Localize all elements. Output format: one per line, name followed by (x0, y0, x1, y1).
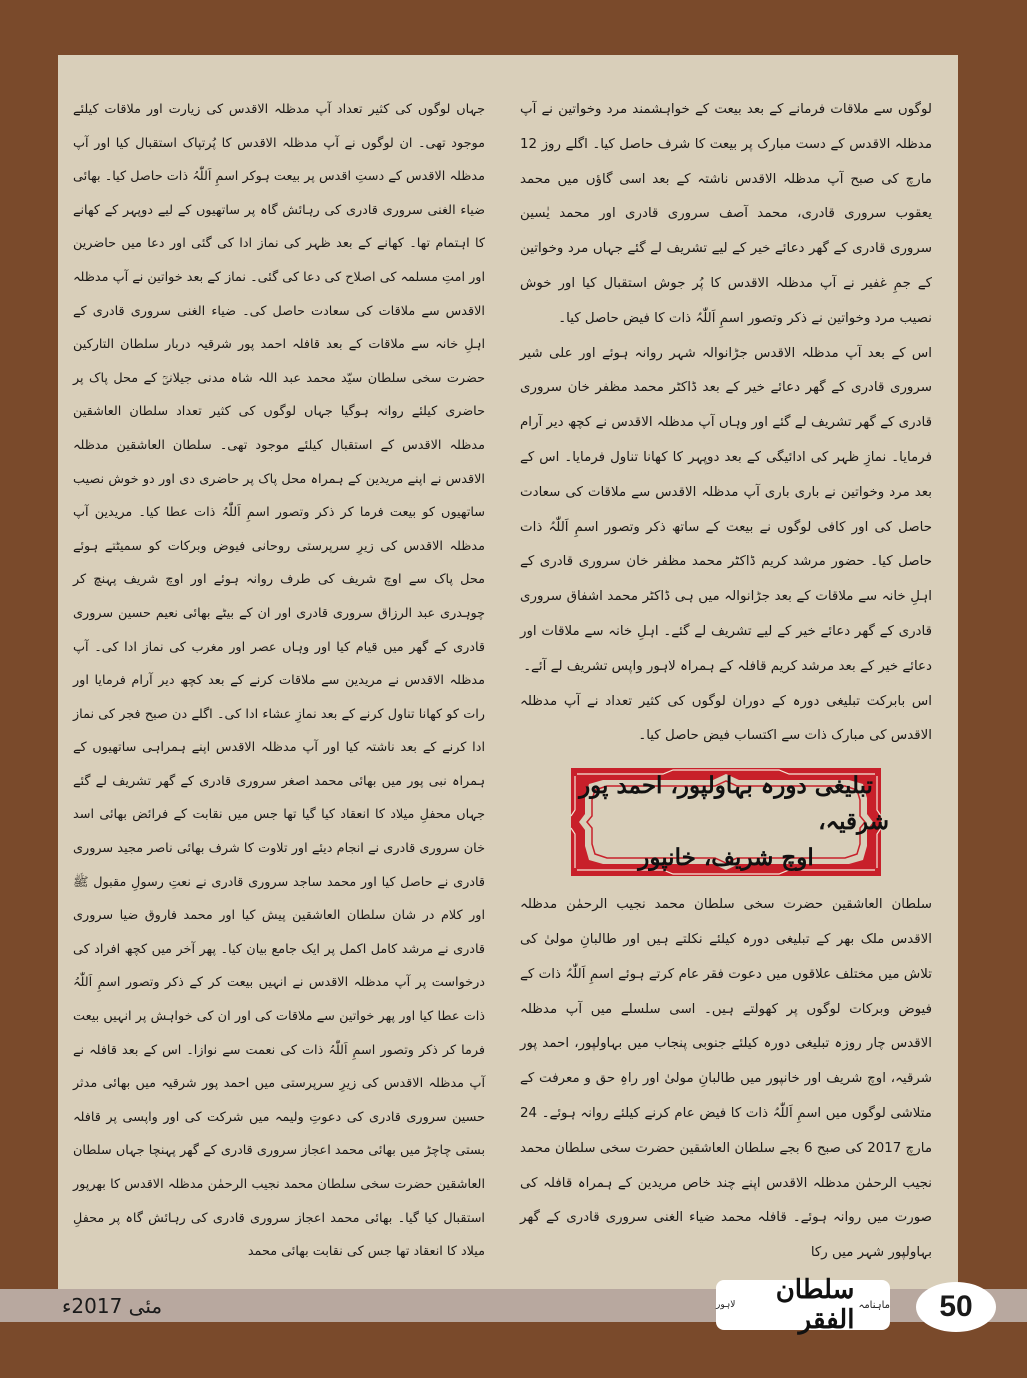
logo-name: سلطان الفقر (775, 1275, 855, 1335)
logo-city: لاہور (716, 1300, 736, 1310)
paragraph: اس بابرکت تبلیغی دورہ کے دوران لوگوں کی کثیر تعداد نے آپ مدظلہ الاقدس کی مبارک ذات سے اکتساب فیض حاصل کیا۔ (520, 693, 932, 744)
paragraph: اس کے بعد آپ مدظلہ الاقدس جڑانوالہ شہر روانہ ہوئے اور علی شیر سروری قادری کے گھر دعائے خیر کے بعد ڈاکٹر محمد مظفر خان سروری قادری کے گھر تشریف لے گئے اور وہاں آپ مدظلہ الاقدس نے کچھ دیر آرام فرمایا۔ نمازِ ظہر کی ادائیگی کے بعد دوپہر کا کھانا تناول فرمایا۔ اس کے بعد مرد وخواتین نے باری باری آپ مدظلہ الاقدس سے ملاقات کی سعادت حاصل کی اور کافی لوگوں نے بیعت کے ساتھ ذکر وتصور اسمِ اَللّٰہُ ذات حاصل کیا۔ حضور مرشد کریم ڈاکٹر محمد مظفر خان سروری قادری کے اہلِ خانہ سے ملاقات کے بعد جڑانوالہ میں ہی ڈاکٹر محمد اشفاق سروری قادری کے گھر دعائے خیر کے لیے تشریف لے گئے۔ اہلِ خانہ سے ملاقات اور دعائے خیر کے بعد مرشد کریم قافلہ کے ہمراہ لاہور واپس تشریف لے آئے۔ (520, 345, 932, 674)
section-heading (563, 764, 889, 880)
section-heading-line-2: اوچ شریف، خانپور (638, 844, 814, 872)
magazine-logo (716, 1275, 890, 1335)
issue-date: مئی 2017ء (62, 1294, 163, 1318)
paragraph: جہاں لوگوں کی کثیر تعداد آپ مدظلہ الاقدس کی زیارت اور ملاقات کیلئے موجود تھی۔ ان لوگوں نے آپ مدظلہ الاقدس کا پُرتپاک استقبال کیا اور آپ مدظلہ الاقدس کے دستِ اقدس پر بیعت ہوکر اسمِ اَللّٰہُ ذات حاصل کیا۔ بھائی ضیاء الغنی سروری قادری کی رہائش گاہ پر ساتھیوں کے لیے دوپہر کے کھانے کا اہتمام تھا۔ کھانے کے بعد ظہر کی نماز ادا کی گئی اور دعا میں حاضرین اور امتِ مسلمہ کی اصلاح کی دعا کی گئی۔ نماز کے بعد خواتین نے آپ مدظلہ الاقدس سے ملاقات کی سعادت حاصل کی۔ ضیاء الغنی سروری قادری کے اہلِ خانہ سے ملاقات کے بعد قافلہ احمد پور شرقیہ دربار سلطان التارکین حضرت سخی سلطان سیّد محمد عبد اللہ شاہ مدنی جیلانیؒ کے محل پاک پر حاضری کیلئے روانہ ہوگیا جہاں لوگوں کی کثیر تعداد سلطان العاشقین مدظلہ الاقدس کے استقبال کیلئے موجود تھی۔ سلطان العاشقین مدظلہ الاقدس نے اپنے مریدین کے ہمراہ محل پاک پر حاضری دی اور دو خوش نصیب ساتھیوں کو بیعت فرما کر ذکر وتصور اسمِ اَللّٰہُ ذات عطا کیا۔ مریدین آپ مدظلہ الاقدس کی زیرِ سرپرستی روحانی فیوض وبرکات کو سمیٹتے ہوئے محل پاک سے اوچ شریف کی طرف روانہ ہوئے اور اوچ شریف پہنچ کر چوہدری عبد الرزاق سروری قادری اور ان کے بیٹے بھائی نعیم حسین سروری قادری کے گھر میں قیام کیا اور وہاں عصر اور مغرب کی نماز ادا کی۔ آپ مدظلہ الاقدس نے مریدین سے ملاقات کرنے کے بعد کچھ دیر آرام فرمایا اور رات کو کھانا تناول کرنے کے بعد نمازِ عشاء ادا کی۔ اگلے دن صبح فجر کی نماز ادا کرنے کے بعد ناشتہ کیا اور آپ مدظلہ الاقدس اپنے ہمراہی ساتھیوں کے ہمراہ نبی پور میں بھائی محمد اصغر سروری قادری کے گھر تشریف لے گئے جہاں محفلِ میلاد کا انعقاد کیا گیا تھا جس میں نقابت کے فرائض بھائی اسد خان سروری قادری نے انجام دیئے اور تلاوت کا شرف بھائی ناصر مجید سروری قادری نے حاصل کیا اور محمد ساجد سروری قادری نے نعتِ رسولِ مقبول ﷺ اور کلام در شان سلطان العاشقین پیش کیا اور محمد فاروق ضیا سروری قادری نے مرشد کامل اکمل پر ایک جامع بیان کیا۔ پھر آخر میں کچھ افراد کی درخواست پر آپ مدظلہ الاقدس نے انہیں بیعت کر کے ذکر وتصور اسمِ اَللّٰہُ ذات عطا کیا اور پھر خواتین سے ملاقات کی اور ان کی خواہش پر انہیں بیعت فرما کر ذکر وتصور اسمِ اَللّٰہُ ذات کی نعمت سے نوازا۔ اس کے بعد قافلہ نے آپ مدظلہ الاقدس کی زیرِ سرپرستی میں احمد پور شرقیہ میں بھائی مدثر حسین سروری قادری کی دعوتِ ولیمہ میں شرکت کی اور واپسی پر قافلہ بستی چاچڑ میں بھائی محمد اعجاز سروری قادری کے گھر پہنچا جہاں سلطان العاشقین حضرت سخی سلطان محمد نجیب الرحمٰن مدظلہ الاقدس کا بھرپور استقبال کیا گیا۔ بھائی محمد اعجاز سروری قادری کی رہائش گاہ پر محفلِ میلاد کا انعقاد تھا جس کی نقابت بھائی محمد (73, 102, 485, 1260)
page-number: 50 (916, 1282, 996, 1332)
paragraph: سلطان العاشقین حضرت سخی سلطان محمد نجیب الرحمٰن مدظلہ الاقدس ملک بھر کے تبلیغی دورہ کیلئے نکلتے ہیں اور طالبانِ مولیٰ کی تلاش میں مختلف علاقوں میں دعوت فقر عام کرتے ہوئے اسمِ اَللّٰہُ ذات کے فیوض وبرکات لوگوں پر کھولتے ہیں۔ اسی سلسلے میں آپ مدظلہ الاقدس چار روزہ تبلیغی دورہ کیلئے جنوبی پنجاب میں بہاولپور، احمد پور شرقیہ، اوچ شریف اور خانپور میں طالبانِ مولیٰ اور راہِ حق و معرفت کے متلاشی لوگوں میں اسمِ اَللّٰہُ ذات کا فیض عام کرنے کیلئے روانہ ہوئے۔ 24 مارچ 2017 کی صبح 6 بجے سلطان العاشقین حضرت سخی سلطان محمد نجیب الرحمٰن مدظلہ الاقدس اپنے چند خاص مریدین کے ہمراہ قافلہ کی صورت میں روانہ ہوئے۔ قافلہ محمد ضیاء الغنی سروری قادری کے گھر بہاولپور شہر میں رکا (520, 897, 932, 1261)
paragraph: لوگوں سے ملاقات فرمانے کے بعد بیعت کے خواہشمند مرد وخواتین نے آپ مدظلہ الاقدس کے دست مبارک پر بیعت کا شرف حاصل کیا۔ اگلے روز 12 مارچ کی صبح آپ مدظلہ الاقدس ناشتہ کے بعد اسی گاؤں میں محمد یعقوب سروری قادری، محمد آصف سروری قادری اور محمد یٰسین سروری قادری کے گھر دعائے خیر کے لیے تشریف لے گئے جہاں مرد وخواتین کے جمِ غفیر نے آپ مدظلہ الاقدس کا پُر جوش استقبال کیا اور خوش نصیب مرد وخواتین نے ذکر وتصور اسمِ اَللّٰہُ ذات کا فیض حاصل کیا۔ (520, 102, 932, 326)
right-text-column (520, 93, 932, 1271)
section-heading-box (563, 764, 889, 880)
magazine-page (58, 55, 958, 1289)
left-text-column (73, 93, 485, 1269)
section-heading-line-1: تبلیغی دورہ بہاولپور، احمد پور شرقیہ، (579, 772, 889, 836)
logo-prefix: ماہنامہ (858, 1299, 890, 1311)
